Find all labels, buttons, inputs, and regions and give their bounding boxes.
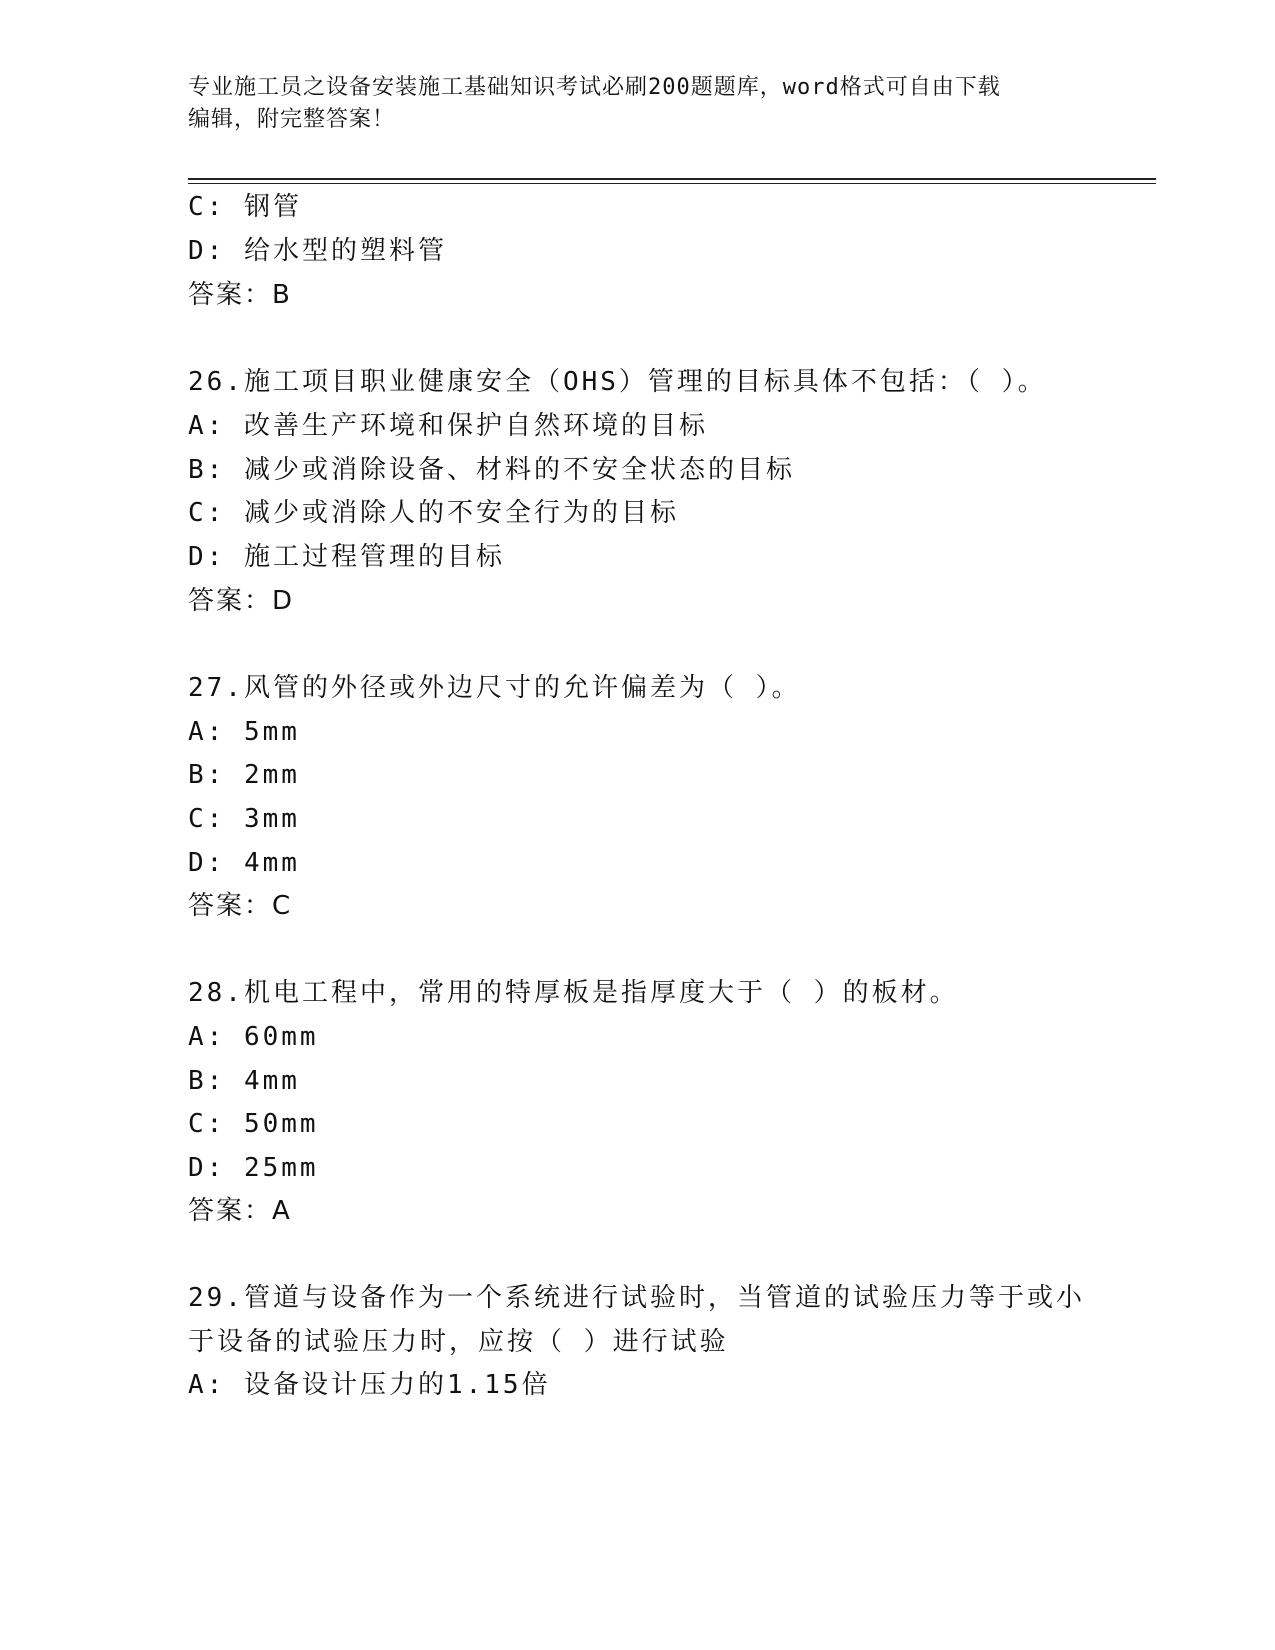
option-c-q27: C: 3mm <box>188 804 300 834</box>
option-d-q27: D: 4mm <box>188 848 300 878</box>
option-b-q27: B: 2mm <box>188 760 300 790</box>
question-29-line-2: 于设备的试验压力时，应按（ ）进行试验 <box>188 1327 729 1357</box>
option-b-q28: B: 4mm <box>188 1066 300 1096</box>
option-d-q26: D: 施工过程管理的目标 <box>188 542 505 572</box>
option-a-q29: A: 设备设计压力的1.15倍 <box>188 1370 551 1400</box>
header-line-2: 编辑，附完整答案！ <box>188 107 396 132</box>
option-a-q27: A: 5mm <box>188 717 300 747</box>
question-26: 26.施工项目职业健康安全（OHS）管理的目标具体不包括：（ ）。 <box>188 367 1047 397</box>
question-28: 28.机电工程中，常用的特厚板是指厚度大于（ ）的板材。 <box>188 978 959 1008</box>
answer-q27: 答案：C <box>188 891 293 921</box>
answer-q26: 答案：D <box>188 586 295 616</box>
option-c-q26: C: 减少或消除人的不安全行为的目标 <box>188 498 679 528</box>
option-a-q28: A: 60mm <box>188 1022 319 1052</box>
header-line-1: 专业施工员之设备安装施工基础知识考试必刷200题题库，word格式可自由下载 <box>188 75 1001 100</box>
answer-q28: 答案：A <box>188 1196 292 1226</box>
question-29-line-1: 29.管道与设备作为一个系统进行试验时，当管道的试验压力等于或小 <box>188 1283 1085 1313</box>
option-c-q28: C: 50mm <box>188 1109 319 1139</box>
answer-q25: 答案：B <box>188 280 292 310</box>
option-d-q28: D: 25mm <box>188 1153 319 1183</box>
document-header <box>188 72 1068 136</box>
option-b-q26: B: 减少或消除设备、材料的不安全状态的目标 <box>188 455 795 485</box>
option-a-q26: A: 改善生产环境和保护自然环境的目标 <box>188 411 708 441</box>
question-27: 27.风管的外径或外边尺寸的允许偏差为（ ）。 <box>188 673 801 703</box>
header-divider <box>188 178 1156 184</box>
option-d-q25: D: 给水型的塑料管 <box>188 236 447 266</box>
option-c-q25: C: 钢管 <box>188 192 302 222</box>
